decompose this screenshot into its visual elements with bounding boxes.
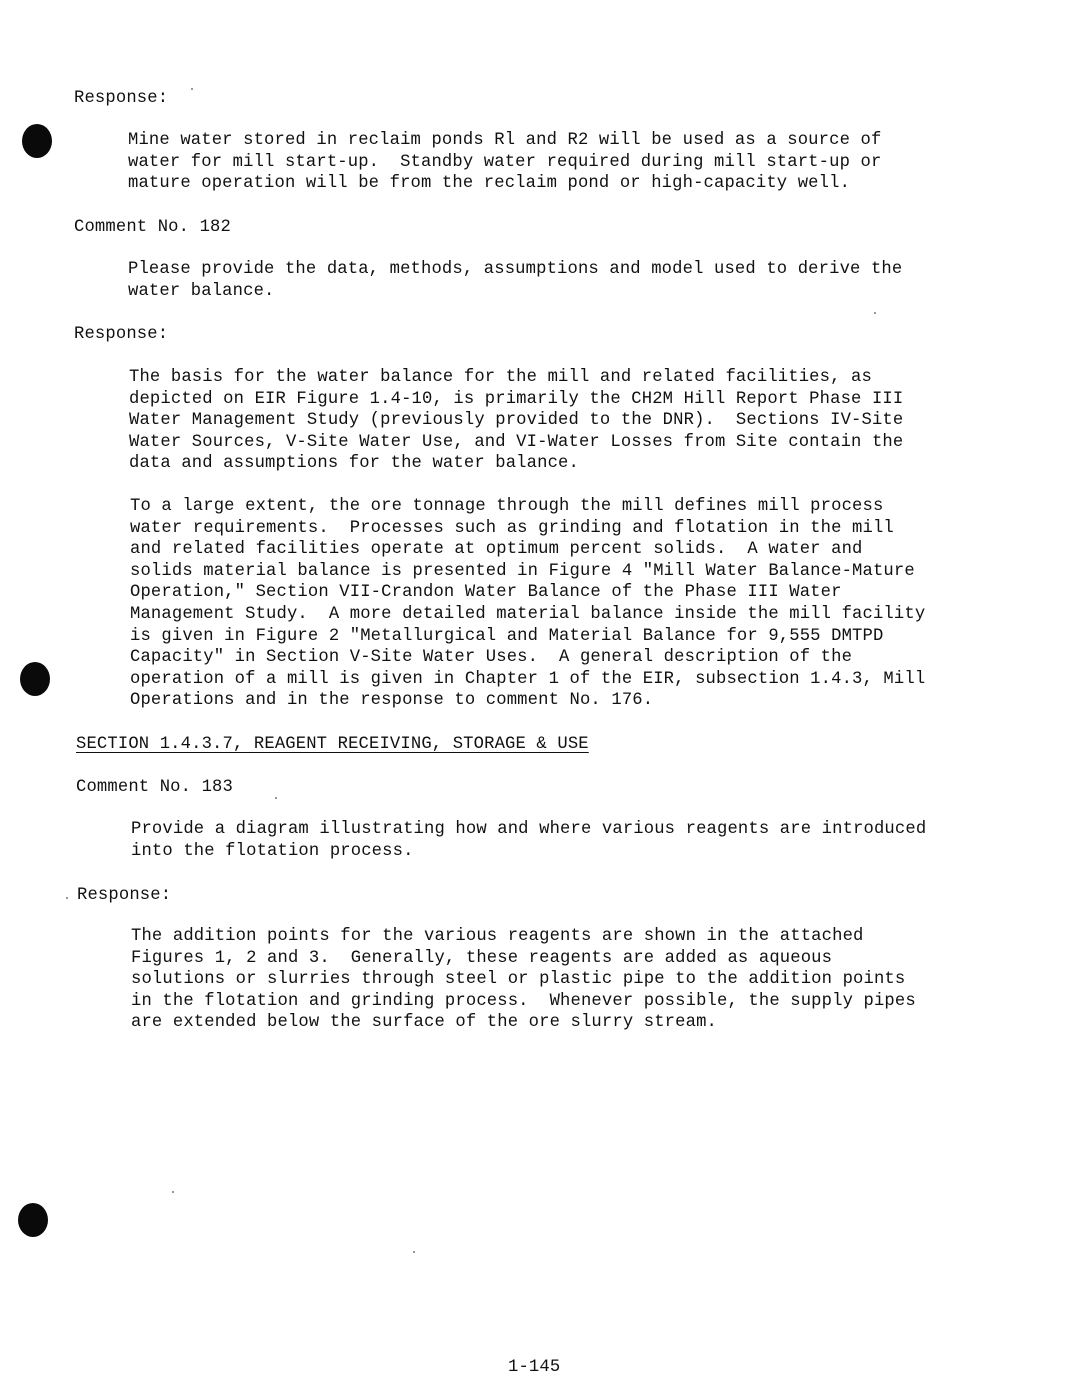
text-line: Capacity" in Section V-Site Water Uses. A general description of the — [130, 648, 853, 668]
text-line: Water Sources, V-Site Water Use, and VI-Water Losses from Site contain the — [129, 432, 904, 452]
scan-speck — [413, 1251, 415, 1253]
response-paragraph — [130, 496, 925, 712]
response-paragraph — [129, 367, 903, 475]
scan-speck — [172, 1191, 174, 1193]
page-number: 1-145 — [508, 1358, 561, 1377]
text-line: Operation," Section VII-Crandon Water Balance of the Phase III Water — [130, 583, 842, 603]
binder-hole-middle — [20, 662, 50, 696]
text-line: The addition points for the various reagents are shown in the attached — [131, 927, 864, 946]
text-line: To a large extent, the ore tonnage through the mill defines mill process — [130, 497, 884, 516]
text-line: is given in Figure 2 "Metallurgical and Material Balance for 9,555 DMTPD — [130, 626, 884, 646]
text-line: solutions or slurries through steel or plastic pipe to the addition points — [131, 970, 906, 990]
response-label: Response: — [74, 325, 169, 344]
text-line: into the flotation process. — [131, 841, 414, 861]
comment-paragraph — [131, 819, 926, 862]
response-paragraph — [131, 926, 916, 1034]
text-line: data and assumptions for the water balance. — [129, 454, 579, 474]
binder-hole-bottom — [18, 1203, 48, 1237]
text-line: The basis for the water balance for the mill and related facilities, as — [129, 368, 872, 387]
text-line: operation of a mill is given in Chapter 1 of the EIR, subsection 1.4.3, Mill — [130, 669, 926, 689]
comment-label: Comment No. 183 — [76, 778, 233, 797]
response-label: Response: — [74, 89, 169, 108]
text-line: Figures 1, 2 and 3. Generally, these reagents are added as aqueous — [131, 948, 833, 968]
text-line: and related facilities operate at optimum percent solids. A water and — [130, 540, 863, 560]
text-line: solids material balance is presented in Figure 4 "Mill Water Balance-Mature — [130, 561, 915, 581]
response-paragraph — [128, 130, 881, 195]
comment-paragraph — [128, 259, 902, 302]
text-line: Provide a diagram illustrating how and where various reagents are introduced — [131, 820, 927, 839]
text-line: Operations and in the response to comment No. 176. — [130, 691, 654, 711]
scan-speck — [66, 897, 68, 899]
comment-label: Comment No. 182 — [74, 218, 231, 237]
text-line: Water Management Study (previously provided to the DNR). Sections IV-Site — [129, 411, 904, 431]
text-line: Please provide the data, methods, assumptions and model used to derive the — [128, 260, 903, 279]
text-line: Mine water stored in reclaim ponds Rl and R2 will be used as a source of — [128, 131, 882, 150]
section-heading: SECTION 1.4.3.7, REAGENT RECEIVING, STORAGE & USE — [76, 735, 589, 754]
text-line: water balance. — [128, 281, 275, 301]
text-line: are extended below the surface of the ore slurry stream. — [131, 1013, 717, 1033]
scan-speck — [275, 797, 277, 799]
text-line: water for mill start-up. Standby water required during mill start-up or — [128, 152, 882, 172]
text-line: Management Study. A more detailed material balance inside the mill facility — [130, 604, 926, 624]
text-line: depicted on EIR Figure 1.4-10, is primarily the CH2M Hill Report Phase III — [129, 389, 904, 409]
text-line: mature operation will be from the reclaim pond or high-capacity well. — [128, 174, 851, 194]
scan-speck — [874, 312, 876, 314]
scan-speck — [191, 88, 193, 90]
response-label: Response: — [77, 886, 172, 905]
text-line: in the flotation and grinding process. Whenever possible, the supply pipes — [131, 991, 916, 1011]
text-line: water requirements. Processes such as grinding and flotation in the mill — [130, 518, 894, 538]
binder-hole-top — [22, 124, 52, 158]
